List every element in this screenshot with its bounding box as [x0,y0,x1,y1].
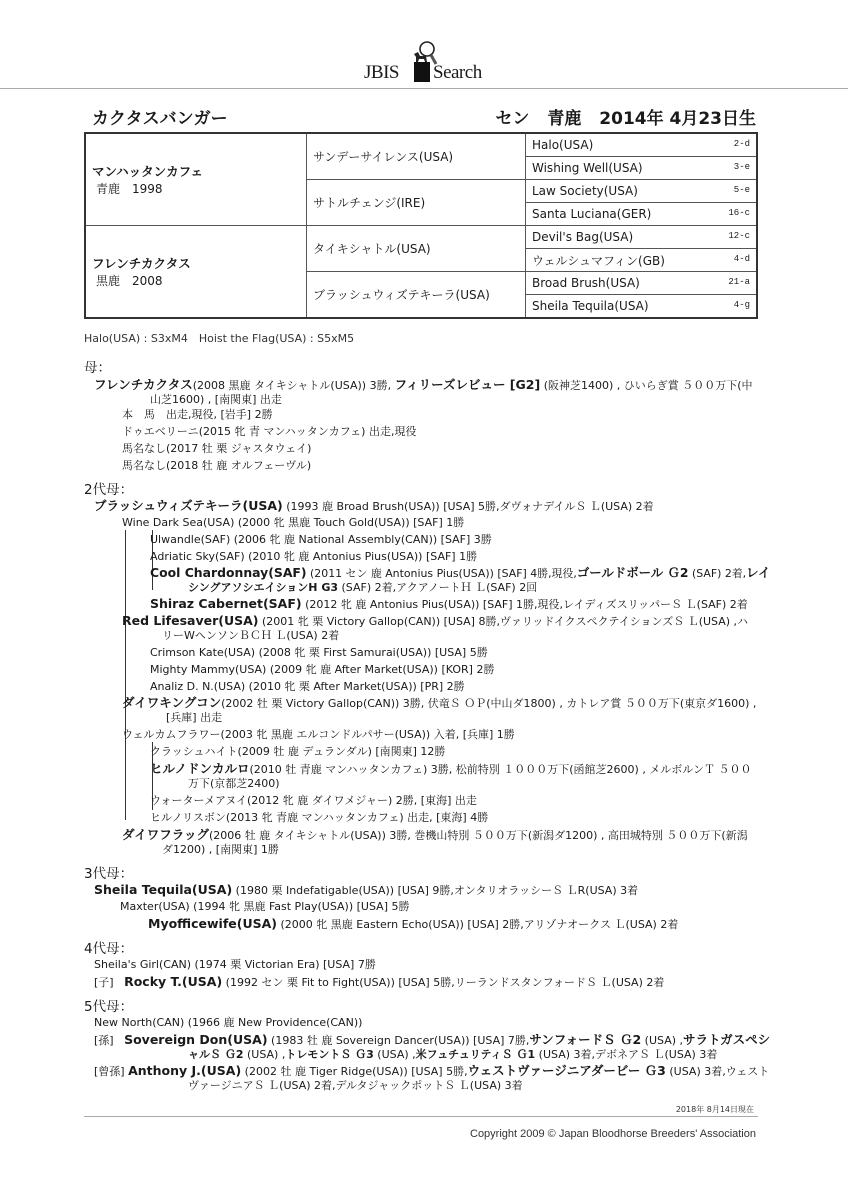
detail: (1980 栗 Indefatigable(USA)) [USA] 9勝,オンタリオラッシーＳ ＬR(USA) 3着 [232,884,639,897]
horse-name-bold: Red Lifesaver(USA) [122,613,259,628]
list-item: Sheila's Girl(CAN) (1974 栗 Victorian Era) [USA] 7勝 [94,958,376,971]
logo-text-jbis: JBIS [364,62,399,83]
list-item [148,917,678,932]
section-heading-3rd-dam: 3代母： [84,866,134,882]
ancestor-name: Devil's Bag(USA) [532,230,634,244]
list-item [94,975,664,990]
detail: (USA) , [373,1048,416,1061]
horse-name-bold: Shiraz Cabernet(SAF) [150,596,302,611]
race-bold: サラトガスペシ [683,1032,771,1047]
family-code: 3-e [733,162,750,172]
continuation [188,581,537,595]
horse-name-bold: Cool Chardonnay(SAF) [150,565,307,580]
detail: (2002 牡 鹿 Tiger Ridge(USA)) [USA] 5勝, [241,1065,468,1078]
section-heading-2nd-dam: 2代母： [84,482,134,498]
detail: (2000 牝 黒鹿 Eastern Echo(USA)) [USA] 2勝,アリゾナオークス Ｌ(USA) 2着 [277,918,679,931]
detail: (1993 鹿 Broad Brush(USA)) [USA] 5勝,ダヴォナデイルＳ Ｌ(USA) 2着 [282,500,654,513]
ancestor-name: ウェルシュマフィン(GB) [532,253,665,268]
horse-name: カクタスバンガー [92,109,228,129]
ancestor-name: Sheila Tequila(USA) [532,299,649,313]
sire-dam-cell: サトルチェンジ(IRE) [307,180,526,226]
sire-info: 青鹿 1998 [96,182,163,196]
detail: (SAF) 2着,アクアノートＨ Ｌ(SAF) 2回 [338,581,538,594]
list-item: Mighty Mammy(USA) (2009 牝 鹿 After Market(USA)) [KOR] 2勝 [150,663,495,676]
inbreeding-note: Halo(USA) : S3xM4 Hoist the Flag(USA) : S5xM5 [84,332,355,345]
dam-name: フレンチカクタス [92,256,191,271]
horse-name-bold: ヒルノドンカルロ [150,761,250,776]
detail: (2006 牡 鹿 タイキシャトル(USA)) 3勝, 巻機山特別 ５００万下(新潟ダ1200) , 高田城特別 ５００万下(新潟 [209,829,748,842]
section-heading-5th-dam: 5代母： [84,999,134,1015]
dam-info: 黒鹿 2008 [96,274,163,288]
dam-sire-cell: タイキシャトル(USA) [307,226,526,272]
family-code: 12-c [728,231,750,241]
detail: (阪神芝1400) , ひいらぎ賞 ５００万下(中 [543,379,753,392]
race-bold: トレモントＳ Ｇ3 [285,1048,374,1061]
list-item [94,378,753,393]
race-bold: ャルＳ Ｇ2 [188,1048,244,1061]
horse-name-bold: Myofficewife(USA) [148,916,278,931]
ancestor-cell [526,203,758,226]
list-item: Wine Dark Sea(USA) (2000 牝 黒鹿 Touch Gold(USA)) [SAF] 1勝 [122,516,465,529]
list-item [150,762,752,777]
list-item: ヒルノリスボン(2013 牝 青鹿 マンハッタンカフェ) 出走, [東海] 4勝 [150,811,489,824]
detail: (USA) , [243,1048,286,1061]
list-item: 馬名なし(2018 牡 鹿 オルフェーヴル) [122,459,312,472]
list-item [94,1033,770,1048]
detail: (2010 牡 青鹿 マンハッタンカフェ) 3勝, 松前特別 １０００万下(函館芝2600) , メルボルンＴ ５００ [249,763,752,776]
list-item [150,597,748,612]
list-item [122,614,748,629]
relation-tag: [孫] [94,1034,114,1047]
ancestor-cell [526,157,758,180]
list-item: 本 馬 出走,現役, [岩手] 2勝 [122,408,273,421]
list-item: New North(CAN) (1966 鹿 New Providence(CAN)) [94,1016,363,1029]
family-code: 2-d [733,139,750,149]
detail: (2011 セン 鹿 Antonius Pius(USA)) [SAF] 4勝,現役, [306,567,577,580]
continuation: 山芝1600) , [南関東] 出走 [150,393,282,406]
ancestor-cell [526,133,758,157]
horse-name-bold: ダイワキングコン [122,695,222,710]
section-heading-dam: 母： [84,360,111,376]
family-code: 4-d [733,254,750,264]
ancestor-cell [526,180,758,203]
logo-text-search: Search [433,62,482,83]
ancestor-cell [526,249,758,272]
family-code: 16-c [728,208,750,218]
horse-name-bold: ダイワフラッグ [122,827,210,842]
list-item: ドゥエベリーニ(2015 牝 青 マンハッタンカフェ) 出走,現役 [122,425,417,438]
detail: (2008 黒鹿 タイキシャトル(USA)) 3勝, [192,379,392,392]
list-item: Ulwandle(SAF) (2006 牝 鹿 National Assembly(CAN)) [SAF] 3勝 [150,533,492,546]
detail: (1983 牡 鹿 Sovereign Dancer(USA)) [USA] 7勝, [267,1034,530,1047]
continuation [188,1048,717,1062]
list-item [150,566,770,581]
race-bold: ウェストヴァージニアダービー Ｇ3 [467,1063,666,1078]
list-item [94,499,654,514]
footer-divider [84,1116,758,1117]
dam-dam-cell: ブラッシュウィズテキーラ(USA) [307,272,526,319]
horse-name-bold: ブラッシュウィズテキーラ(USA) [94,498,283,513]
as-of-date: 2018年 8月14日現在 [675,1105,754,1114]
ancestor-cell [526,272,758,295]
dam-cell [85,226,307,319]
list-item: Adriatic Sky(SAF) (2010 牝 鹿 Antonius Pius(USA)) [SAF] 1勝 [150,550,478,563]
race-bold: シングアソシエイションH G3 [188,581,339,594]
ancestor-name: Broad Brush(USA) [532,276,640,290]
sire-sire-cell: サンデーサイレンス(USA) [307,133,526,180]
list-item: Maxter(USA) (1994 牝 黒鹿 Fast Play(USA)) [USA] 5勝 [120,900,410,913]
detail: (USA) 3着,ウェスト [665,1065,770,1078]
ancestor-cell [526,295,758,319]
list-item: Analiz D. N.(USA) (2010 牝 栗 After Market(USA)) [PR] 2勝 [150,680,465,693]
detail: (1992 セン 栗 Fit to Fight(USA)) [USA] 5勝,リーランドスタンフォードＳ Ｌ(USA) 2着 [222,976,665,989]
ancestor-name: Halo(USA) [532,138,594,152]
horse-name-bold: Sovereign Don(USA) [124,1032,268,1047]
family-code: 21-a [728,277,750,287]
race-bold: サンフォードＳ Ｇ2 [529,1032,642,1047]
horse-name-bold: Sheila Tequila(USA) [94,882,233,897]
relation-tag: [曾孫] [94,1065,125,1078]
list-item [94,883,638,898]
list-item: ウェルカムフラワー(2003 牝 黒鹿 エルコンドルパサー(USA)) 入着, [兵庫] 1勝 [122,728,515,741]
pedigree-table [84,132,758,319]
list-item [122,696,756,711]
header-divider [0,88,848,89]
copyright-notice: Copyright 2009 © Japan Bloodhorse Breeders' Association [470,1128,756,1140]
family-code: 5-e [733,185,750,195]
continuation: ヴァージニアＳ Ｌ(USA) 2着,デルタジャックポットＳ Ｌ(USA) 3着 [188,1079,523,1092]
horse-color: 青鹿 [547,109,582,129]
horse-sex: セン [495,109,530,129]
list-item: ウォーターメアヌイ(2012 牝 鹿 ダイワメジャー) 2勝, [東海] 出走 [150,794,477,807]
ancestor-name: Law Society(USA) [532,184,638,198]
ancestor-name: Wishing Well(USA) [532,161,643,175]
race-bold: 米フュチュリティＳ Ｇ1 [415,1048,536,1061]
sire-name: マンハッタンカフェ [92,164,204,179]
list-item [122,828,748,843]
race-bold: フィリーズレビュー [G2] [394,377,541,392]
jbis-search-logo [364,40,494,84]
list-item: クラッシュハイト(2009 牡 鹿 デュランダル) [南関東] 12勝 [150,745,446,758]
ancestor-name: Santa Luciana(GER) [532,207,652,221]
list-item: Crimson Kate(USA) (2008 牝 栗 First Samurai(USA)) [USA] 5勝 [150,646,488,659]
race-bold: レイ [746,565,771,580]
detail: (USA) , [641,1034,684,1047]
ancestor-cell [526,226,758,249]
list-item: 馬名なし(2017 牡 栗 ジャスタウェイ) [122,442,312,455]
continuation: ダ1200) , [南関東] 1勝 [162,843,279,856]
sire-cell [85,133,307,226]
horse-name-bold: Anthony J.(USA) [128,1063,242,1078]
continuation: リーWヘンソンＢＣＨ Ｌ(USA) 2着 [162,629,340,642]
horse-name-bold: Rocky T.(USA) [124,974,223,989]
detail: (SAF) 2着, [688,567,747,580]
list-item [94,1064,769,1079]
detail: (2012 牝 鹿 Antonius Pius(USA)) [SAF] 1勝,現役,レイディズスリッパーＳ Ｌ(SAF) 2着 [301,598,748,611]
detail: (2001 牝 栗 Victory Gallop(CAN)) [USA] 8勝,ヴァリッドイクスペクテイションズＳ Ｌ(USA) ,ハ [258,615,749,628]
race-bold: ゴールドボール Ｇ2 [576,565,689,580]
detail: (USA) 3着,デボネアＳ Ｌ(USA) 3着 [535,1048,718,1061]
horse-info [483,104,756,129]
section-heading-4th-dam: 4代母： [84,941,134,957]
tree-line [125,530,126,820]
horse-birth: 2014年 4月23日生 [599,109,756,129]
horse-name-bold: フレンチカクタス [94,377,193,392]
detail: (2002 牡 栗 Victory Gallop(CAN)) 3勝, 伏竜Ｓ ＯＰ(中山ダ1800) , カトレア賞 ５００万下(東京ダ1600) , [221,697,757,710]
continuation: 万下(京都芝2400) [188,777,280,790]
family-code: 4-g [733,300,750,310]
relation-tag: [子] [94,976,114,989]
continuation: [兵庫] 出走 [166,711,223,724]
